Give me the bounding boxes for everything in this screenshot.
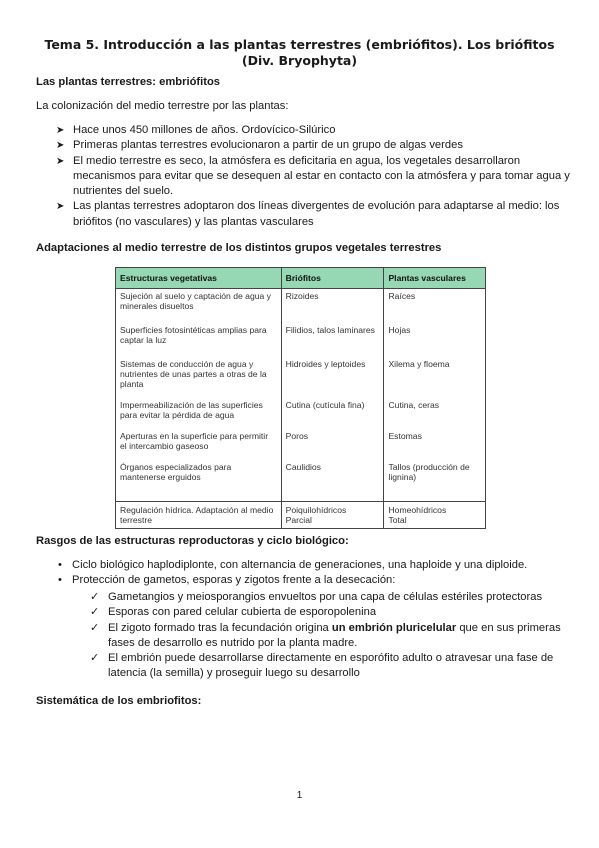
table-cell: Raíces (384, 289, 486, 323)
table-row (116, 357, 486, 398)
check-icon: ✓ (90, 652, 100, 665)
table-header-cell: Plantas vasculares (384, 268, 486, 289)
section-heading-rasgos: Rasgos de las estructuras reproductoras y ciclo biológico: (36, 535, 349, 547)
table-cell: Sistemas de conducción de agua y nutrientes de unas partes a otras de la planta (116, 357, 282, 398)
list-item: ➤ Hace unos 450 millones de años. Ordovícico-Silúrico (56, 123, 576, 138)
table-cell: Homeohídricos Total (384, 502, 486, 529)
table-header-row (116, 268, 486, 289)
table-cell: Superficies fotosintéticas amplias para captar la luz (116, 323, 282, 357)
table-cell: Poiquilohídricos Parcial (281, 502, 384, 529)
arrow-bullet-icon: ➤ (56, 155, 65, 167)
table-cell: Órganos especializados para mantenerse erguidos (116, 460, 282, 502)
table-cell: Cutina (cutícula fina) (281, 398, 384, 429)
dot-bullet-list (58, 558, 568, 589)
list-item: ➤ Primeras plantas terrestres evolucionaron a partir de un grupo de algas verdes (56, 138, 576, 153)
table-row (116, 289, 486, 323)
check-icon: ✓ (90, 621, 100, 634)
section-heading-embriofitos: Las plantas terrestres: embriófitos (36, 76, 221, 88)
page-title: Tema 5. Introducción a las plantas terrestres (embriófitos). Los briófitos (Div. Bryophyta) (44, 37, 555, 68)
arrow-bullet-icon: ➤ (56, 140, 65, 152)
list-item: ✓ Gametangios y meiosporangios envueltos por una capa de células estériles protectoras (90, 590, 570, 605)
table-row (116, 460, 486, 502)
arrow-bullet-icon: ➤ (56, 125, 65, 136)
table-cell: Sujeción al suelo y captación de agua y minerales disueltos (116, 289, 282, 323)
list-item: ✓ El embrión puede desarrollarse directamente en esporófito adulto o atravesar una fase de latencia (la semilla) y proseguir luego su desarrollo (90, 652, 554, 680)
table-row (116, 429, 486, 460)
table-cell: Aperturas en la superficie para permitir el intercambio gaseoso (116, 429, 282, 460)
arrow-bullet-icon: ➤ (56, 201, 65, 213)
table-cell: Caulidios (281, 460, 384, 502)
dot-bullet-icon: • (58, 574, 62, 587)
table-row (116, 398, 486, 429)
dot-bullet-icon: • (58, 559, 62, 571)
table-cell: Hidroides y leptoides (281, 357, 384, 398)
table-cell: Rizoides (281, 289, 384, 323)
section-heading-sistematica: Sistemática de los embriofitos: (36, 695, 202, 707)
table-cell: Hojas (384, 323, 486, 357)
table-cell: Cutina, ceras (384, 398, 486, 429)
list-item: ✓ Esporas con pared celular cubierta de esporopolenina (90, 605, 570, 620)
list-item: • Ciclo biológico haplodiplonte, con alternancia de generaciones, una haploide y una diploide. (58, 558, 568, 573)
table-cell: Estomas (384, 429, 486, 460)
check-icon: ✓ (90, 591, 100, 603)
table-cell: Filidios, talos laminares (281, 323, 384, 357)
table-cell: Xilema y floema (384, 357, 486, 398)
check-icon: ✓ (90, 606, 100, 619)
table-row (116, 323, 486, 357)
list-item: ✓ El zigoto formado tras la fecundación origina un embrión pluricelular que en sus primeras fases de desarrollo es nutrido por la planta madre. (90, 621, 561, 649)
check-bullet-list (90, 590, 570, 682)
table-cell: Impermeabilización de las superficies para evitar la pérdida de agua (116, 398, 282, 429)
table-cell: Regulación hídrica. Adaptación al medio terrestre (116, 502, 282, 529)
adaptations-table (115, 267, 486, 529)
arrow-bullet-list (56, 123, 576, 230)
list-item: ➤ Las plantas terrestres adoptaron dos líneas divergentes de evolución para adaptarse al medio: los briófitos (no vasculares) y las plantas vasculares (56, 200, 560, 228)
table-cell: Tallos (producción de lignina) (384, 460, 486, 502)
list-item: • Protección de gametos, esporas y zigotos frente a la desecación: (58, 573, 568, 588)
section-heading-adaptaciones: Adaptaciones al medio terrestre de los distintos grupos vegetales terrestres (36, 242, 442, 254)
table-row (116, 502, 486, 529)
table-cell: Poros (281, 429, 384, 460)
list-item: ➤ El medio terrestre es seco, la atmósfera es deficitaria en agua, los vegetales desarrollaron mecanismos para evitar que se desequen al estar en contacto con la atmósfera y para tomar agua y nutrientes del suelo. (56, 154, 570, 198)
intro-paragraph: La colonización del medio terrestre por las plantas: (36, 100, 289, 112)
table-header-cell: Estructuras vegetativas (116, 268, 282, 289)
page-number: 1 (296, 790, 303, 801)
table-header-cell: Briófitos (281, 268, 384, 289)
